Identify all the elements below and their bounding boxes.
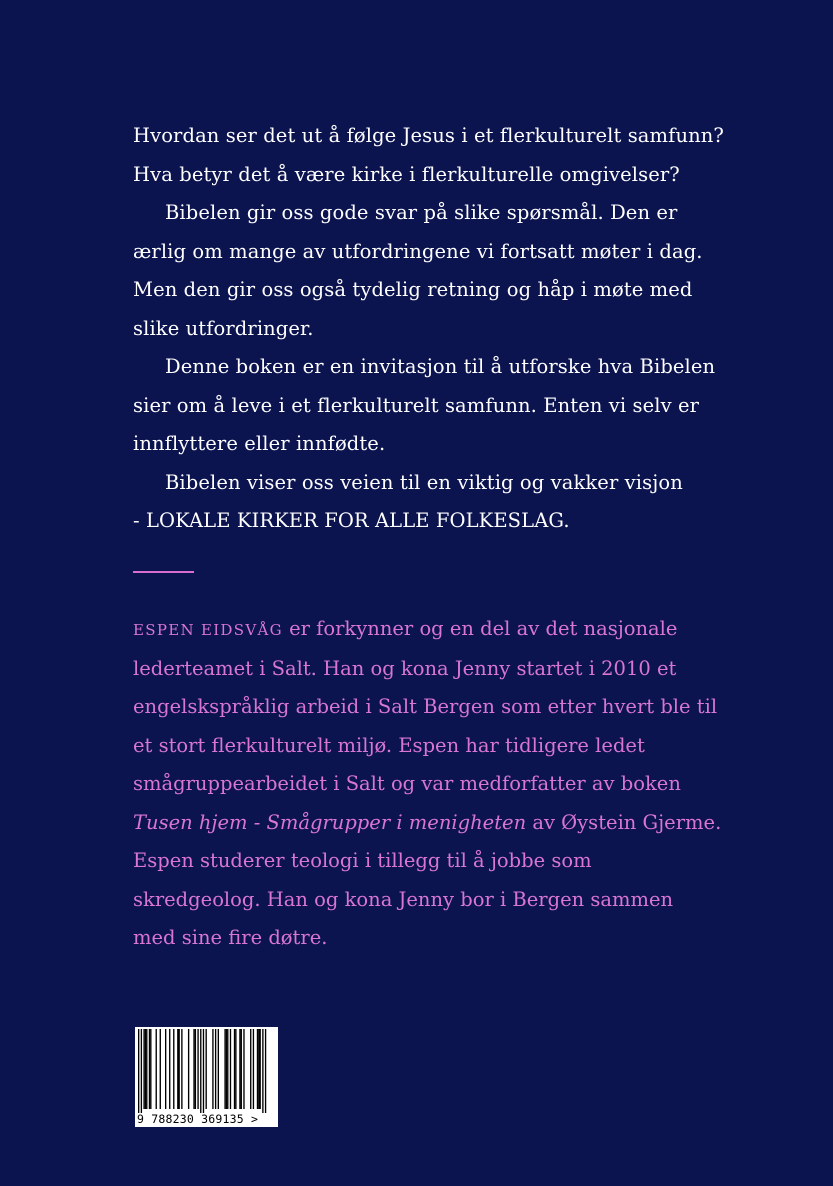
- barcode-bar: [195, 1029, 196, 1109]
- blurb-line: Men den gir oss også tydelig retning og håp i møte med: [133, 278, 693, 301]
- barcode-bar: [177, 1029, 178, 1109]
- barcode-bar: [141, 1029, 142, 1113]
- barcode-bar: [243, 1029, 244, 1109]
- bio-line: lederteamet i Salt. Han og kona Jenny startet i 2010 et: [133, 656, 677, 680]
- barcode-bar: [224, 1029, 225, 1109]
- section-divider: [133, 571, 194, 573]
- blurb-line: Bibelen viser oss veien til en viktig og vakker visjon: [165, 470, 683, 494]
- barcode-bar: [241, 1029, 242, 1109]
- barcode-digits: 9 788230 369135 >: [137, 1112, 259, 1126]
- isbn-barcode: [135, 1027, 278, 1127]
- bio-line: med sine fire døtre.: [133, 926, 328, 949]
- barcode-bar: [188, 1029, 189, 1109]
- barcode-bar: [258, 1029, 259, 1109]
- barcode-bar: [212, 1029, 213, 1109]
- barcode-bar: [149, 1029, 150, 1109]
- bio-line-text: er forkynner og en del av det nasjonale: [282, 617, 678, 640]
- book-title: Tusen hjem - Smågrupper i menigheten: [133, 810, 527, 834]
- bio-line: [133, 804, 773, 843]
- barcode-bar: [156, 1029, 157, 1109]
- barcode-bar: [145, 1029, 146, 1109]
- barcode-bar: [143, 1029, 144, 1109]
- blurb-line: Bibelen gir oss gode svar på slike spørsmål. Den er: [165, 201, 678, 224]
- barcode-bar: [165, 1029, 166, 1109]
- barcode-bar: [138, 1029, 139, 1113]
- barcode-bar: [234, 1029, 235, 1109]
- barcode-bar: [239, 1029, 240, 1109]
- author-bio: [133, 610, 773, 958]
- barcode-bar: [197, 1029, 198, 1109]
- barcode-bar: [150, 1029, 151, 1109]
- barcode-bar: [146, 1029, 147, 1109]
- back-cover-blurb: [133, 117, 773, 541]
- barcode-bar: [200, 1029, 201, 1113]
- barcode-bar: [160, 1029, 161, 1109]
- barcode-bar: [226, 1029, 227, 1109]
- barcode-bar: [169, 1029, 170, 1109]
- bio-line: [133, 610, 773, 650]
- blurb-line: ærlig om mange av utfordringene vi fortsatt møter i dag.: [133, 239, 703, 263]
- barcode-bar: [203, 1029, 204, 1113]
- barcode-bar: [265, 1029, 266, 1113]
- author-name: ESPEN EIDSVÅG: [133, 621, 283, 639]
- blurb-line: Hvordan ser det ut å følge Jesus i et flerkulturelt samfunn?: [133, 124, 724, 147]
- barcode-bar: [206, 1029, 207, 1109]
- blurb-line: slike utfordringer.: [133, 316, 314, 340]
- barcode-bar: [227, 1029, 228, 1109]
- bio-line: skredgeolog. Han og kona Jenny bor i Bergen sammen: [133, 887, 674, 911]
- barcode-bar: [253, 1029, 254, 1109]
- barcode-bar: [260, 1029, 261, 1109]
- barcode-bar: [235, 1029, 236, 1109]
- bio-line: engelskspråklig arbeid i Salt Bergen som etter hvert ble til: [133, 695, 718, 718]
- barcode-bar: [250, 1029, 251, 1109]
- blurb-line: sier om å leve i et flerkulturelt samfunn. Enten vi selv er: [133, 393, 700, 417]
- barcode-bar: [218, 1029, 219, 1109]
- blurb-line: Denne boken er en invitasjon til å utforske hva Bibelen: [165, 355, 716, 378]
- barcode-bar: [262, 1029, 263, 1113]
- blurb-line: - LOKALE KIRKER FOR ALLE FOLKESLAG.: [133, 509, 570, 532]
- bio-line-text: av Øystein Gjerme.: [526, 810, 722, 834]
- barcode-bar: [179, 1029, 180, 1109]
- blurb-line: Hva betyr det å være kirke i flerkulturelle omgivelser?: [133, 162, 680, 186]
- blurb-line: innflyttere eller innfødte.: [133, 432, 386, 455]
- barcode-bar: [181, 1029, 182, 1109]
- barcode-bar: [173, 1029, 174, 1109]
- bio-line: smågruppearbeidet i Salt og var medforfatter av boken: [133, 772, 681, 795]
- barcode-bar: [215, 1029, 216, 1109]
- bio-line: Espen studerer teologi i tillegg til å jobbe som: [133, 849, 592, 872]
- barcode-bar: [257, 1029, 258, 1109]
- barcode-bar: [230, 1029, 231, 1109]
- barcode-bars: [135, 1027, 278, 1113]
- barcode-bar: [193, 1029, 194, 1109]
- bio-line: et stort flerkulturelt miljø. Espen har tidligere ledet: [133, 733, 645, 757]
